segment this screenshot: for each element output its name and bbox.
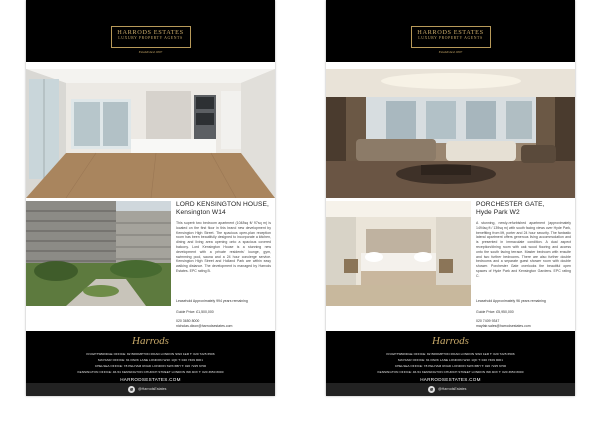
guide-price: Guide Price: £5,950,000 [476,310,514,314]
established-text: Established 1897 [138,50,163,54]
harrods-logo: Harrods [432,335,469,347]
website-link[interactable]: HARRODSESTATES.COM [120,377,181,382]
property-photo-lounge [326,69,575,198]
brochure-page-lord-kensington [26,0,275,396]
brochure-page-porchester-gate [326,0,575,396]
property-title: PORCHESTER GATE, Hyde Park W2 [476,201,545,217]
contact-email[interactable]: nicholas.dixon@harrodsestates.com [176,324,233,328]
property-photo-bedroom [326,201,471,306]
office-kensington: KENSINGTON OFFICE: 46-54 KENSINGTON CHURCH STREET LONDON W8 4DX T: 020 3650 8000 [377,370,524,374]
website-link[interactable]: HARRODSESTATES.COM [420,377,481,382]
property-description: This superb two bedroom apartment (1048sq ft/ 97sq m) is located on the first floor in this brand new development by Kensington High Street. The spacious open-plan reception room has been beautifully designed to incorporate a kitchen, dining and living area opening onto a spacious covered balcony. Lord Kensington House is a stunning new development with a private residents' lounge, gym, swimming pool, sauna and a 24 hour concierge service. Kensington High Street and Holland Park are within easy walking distance. The development is managed by Harrods Estates. EPC rating B. [176,221,271,273]
property-description: A stunning, newly-refurbished apartment (approximately 1494sq ft / 139sq m) with south facing views over Hyde Park, benefiting from lift, porter and 24 hour security. The fantastic lateral apartment offers generous living accommodation and is presented in immaculate condition. A dual aspect reception/dining room with oak wood flooring and access onto the south facing terrace. Master bedroom with ensuite and two further bedrooms. There are also further double bedrooms and a separate guest shower room with double shower. Porchester Gate overlooks the beautiful open spaces of Hyde Park and Kensington Gardens. EPC rating C. [476,221,571,278]
lease-text: Leasehold Approximately 994 years remaining [176,299,248,303]
page-header [26,0,275,62]
twitter-icon[interactable] [128,386,135,393]
property-photo-exterior [26,201,171,306]
contact-phone: 020 7409 9347 [476,319,500,323]
office-chelsea: CHELSEA OFFICE: 78 PELHAM ROAD LONDON SW3 6BH T: 020 7225 6700 [394,364,507,368]
guide-price: Guide Price: £1,500,000 [176,310,214,314]
property-title: LORD KENSINGTON HOUSE, Kensington W14 [176,201,269,217]
office-knightsbridge: KNIGHTSBRIDGE OFFICE: 82 BROMPTON ROAD LONDON SW3 1ER T: 020 7225 6506 [386,352,515,356]
twitter-icon[interactable] [428,386,435,393]
social-bar [326,383,575,396]
harrods-logo: Harrods [132,335,169,347]
office-mayfair: MAYFAIR OFFICE: 61 PARK LANE LONDON W1K 1QF T: 020 7409 9001 [98,358,203,362]
harrods-estates-logo: HARRODS ESTATES LUXURY PROPERTY AGENTS [111,26,191,48]
social-bar [26,383,275,396]
property-photo-living-room [26,69,275,198]
harrods-estates-logo: HARRODS ESTATES LUXURY PROPERTY AGENTS [411,26,491,48]
lease-text: Leasehold Approximately 96 years remaining [476,299,546,303]
office-kensington: KENSINGTON OFFICE: 46-54 KENSINGTON CHURCH STREET LONDON W8 4DX T: 020 3650 8000 [77,370,224,374]
office-knightsbridge: KNIGHTSBRIDGE OFFICE: 82 BROMPTON ROAD LONDON SW3 1ER T: 020 7225 6506 [86,352,215,356]
twitter-handle[interactable]: @HarrodsEstates [438,387,467,391]
established-text: Established 1897 [438,50,463,54]
contact-email[interactable]: mayfair.sales@harrodsestates.com [476,324,531,328]
twitter-handle[interactable]: @HarrodsEstates [138,387,167,391]
office-mayfair: MAYFAIR OFFICE: 61 PARK LANE LONDON W1K 1QF T: 020 7409 9001 [398,358,503,362]
page-header [326,0,575,62]
office-chelsea: CHELSEA OFFICE: 78 PELHAM ROAD LONDON SW3 6BH T: 020 7225 6700 [94,364,207,368]
contact-phone: 020 3650 8000 [176,319,200,323]
